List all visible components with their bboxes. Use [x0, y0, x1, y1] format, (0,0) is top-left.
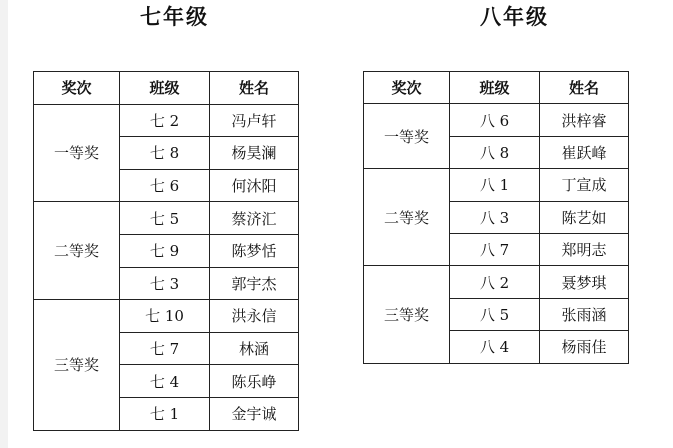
name-cell: 丁宣成	[540, 169, 629, 201]
grade7-award-table	[33, 71, 299, 431]
class-cell: 七 8	[120, 137, 210, 170]
name-cell: 聂梦琪	[540, 266, 629, 298]
class-cell: 七 10	[120, 300, 210, 333]
page-edge	[0, 0, 8, 448]
name-cell: 郑明志	[540, 233, 629, 265]
class-cell: 八 3	[450, 201, 540, 233]
name-cell: 崔跃峰	[540, 136, 629, 168]
class-cell: 八 5	[450, 298, 540, 330]
award-cell-second: 二等奖	[34, 202, 120, 300]
name-cell: 冯卢轩	[210, 104, 299, 137]
award-cell-second: 二等奖	[364, 169, 450, 266]
name-cell: 陈乐峥	[210, 365, 299, 398]
name-cell: 杨昊澜	[210, 137, 299, 170]
name-cell: 何沐阳	[210, 169, 299, 202]
header-award: 奖次	[364, 72, 450, 104]
name-cell: 林涵	[210, 332, 299, 365]
name-cell: 张雨涵	[540, 298, 629, 330]
award-cell-first: 一等奖	[364, 104, 450, 169]
class-cell: 七 6	[120, 169, 210, 202]
table-row	[364, 104, 629, 136]
name-cell: 杨雨佳	[540, 331, 629, 363]
class-cell: 八 7	[450, 233, 540, 265]
name-cell: 洪梓睿	[540, 104, 629, 136]
table-header-row	[364, 72, 629, 104]
name-cell: 陈梦恬	[210, 234, 299, 267]
name-cell: 陈艺如	[540, 201, 629, 233]
class-cell: 七 7	[120, 332, 210, 365]
header-name: 姓名	[540, 72, 629, 104]
class-cell: 七 9	[120, 234, 210, 267]
table-header-row	[34, 72, 299, 105]
header-class: 班级	[120, 72, 210, 105]
grade8-award-table	[363, 71, 629, 364]
award-cell-third: 三等奖	[364, 266, 450, 363]
grade8-title: 八年级	[480, 4, 549, 29]
class-cell: 七 1	[120, 397, 210, 430]
name-cell: 郭宇杰	[210, 267, 299, 300]
table-row	[34, 300, 299, 333]
table-row	[34, 202, 299, 235]
header-class: 班级	[450, 72, 540, 104]
name-cell: 金宇诚	[210, 397, 299, 430]
table-row	[364, 266, 629, 298]
class-cell: 七 2	[120, 104, 210, 137]
class-cell: 七 5	[120, 202, 210, 235]
class-cell: 七 4	[120, 365, 210, 398]
grade7-title: 七年级	[140, 4, 209, 29]
class-cell: 八 6	[450, 104, 540, 136]
table-row	[34, 104, 299, 137]
class-cell: 七 3	[120, 267, 210, 300]
table-row	[364, 169, 629, 201]
class-cell: 八 8	[450, 136, 540, 168]
class-cell: 八 1	[450, 169, 540, 201]
award-cell-third: 三等奖	[34, 300, 120, 430]
class-cell: 八 2	[450, 266, 540, 298]
name-cell: 蔡济汇	[210, 202, 299, 235]
class-cell: 八 4	[450, 331, 540, 363]
header-name: 姓名	[210, 72, 299, 105]
header-award: 奖次	[34, 72, 120, 105]
award-cell-first: 一等奖	[34, 104, 120, 202]
name-cell: 洪永信	[210, 300, 299, 333]
